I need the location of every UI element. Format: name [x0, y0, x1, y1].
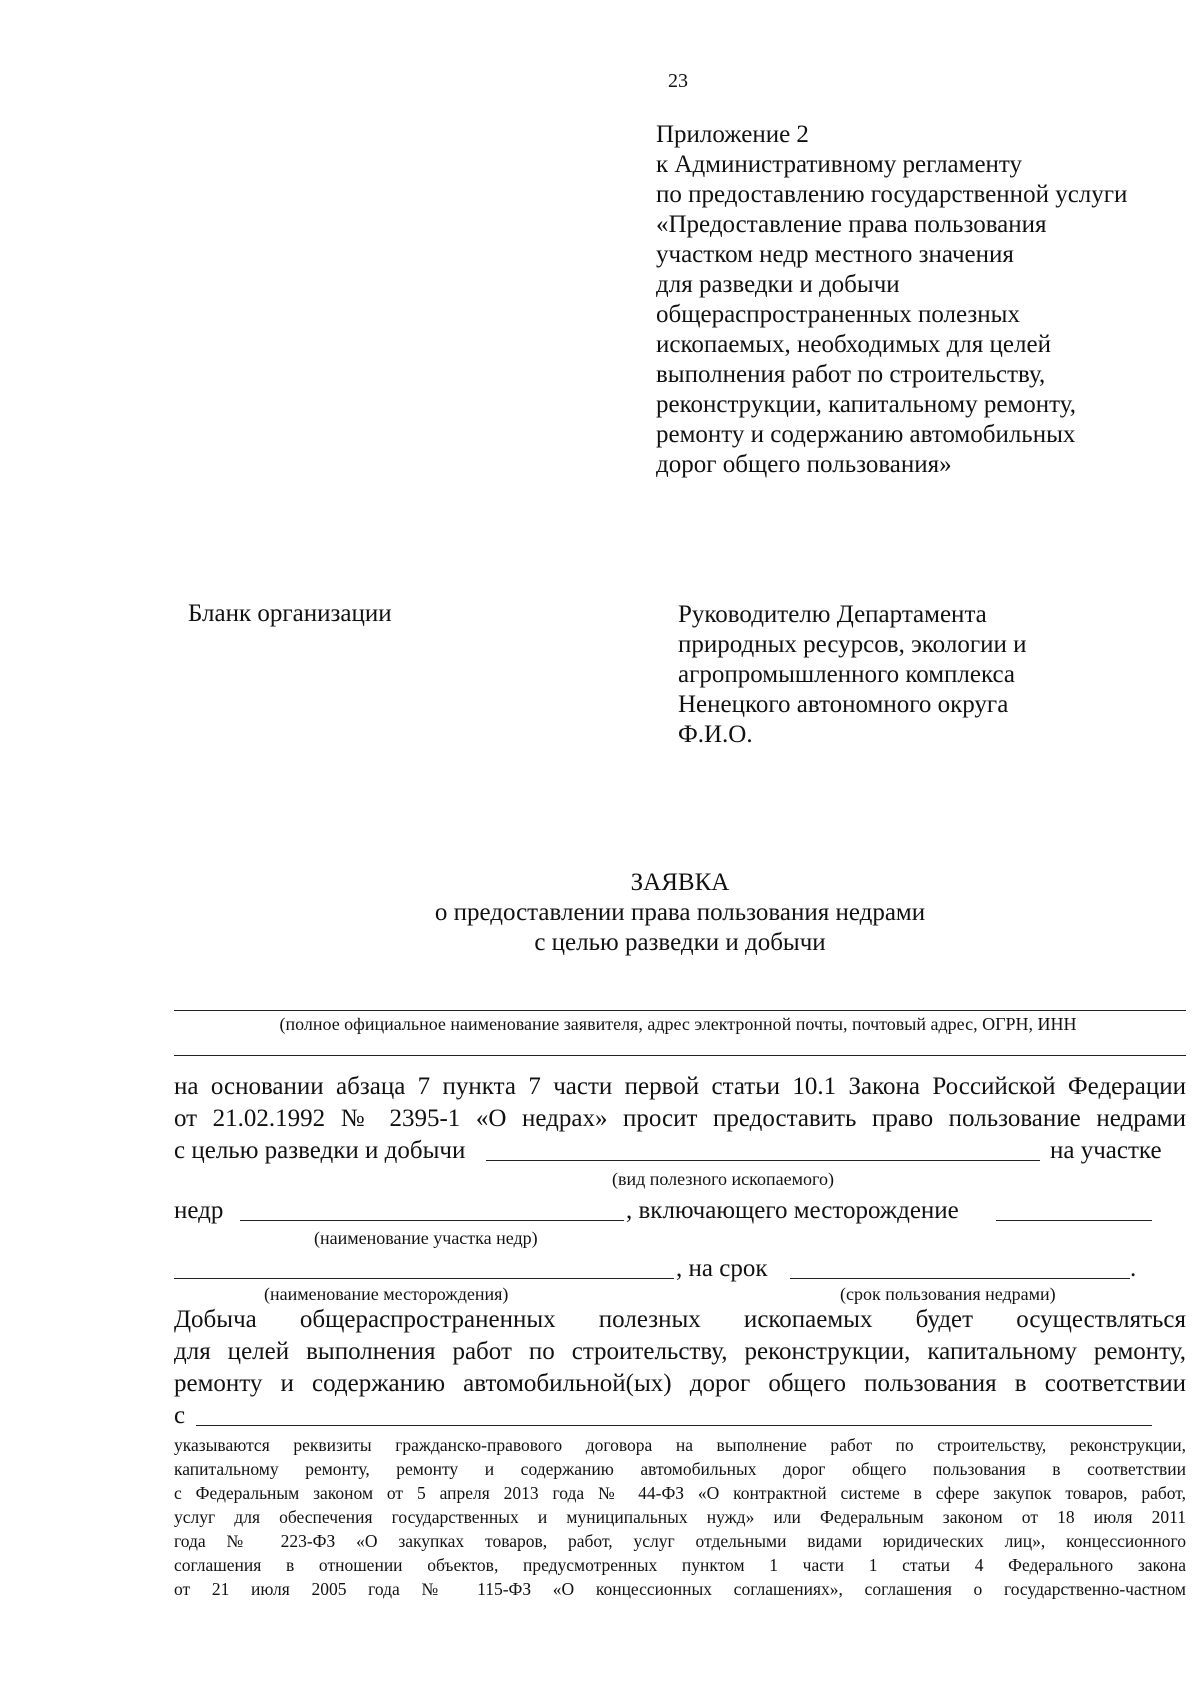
area-caption: (наименование участка недр): [314, 1228, 538, 1248]
appendix-line: по предоставлению государственной услуги: [656, 181, 1128, 208]
body-line-area-mid: , включающего месторождение: [626, 1197, 959, 1224]
appendix-line: дорог общего пользования»: [656, 451, 952, 478]
deposit-name-fill-line: [174, 1278, 674, 1279]
organization-blank-label: Бланк организации: [188, 600, 392, 627]
recipient-line: агропромышленного комплекса: [678, 661, 1016, 688]
body-line-term-mid: , на срок: [676, 1255, 768, 1282]
page-number: 23: [668, 70, 688, 92]
recipient-line: Ненецкого автономного округа: [678, 691, 1009, 718]
mineral-caption: (вид полезного ископаемого): [612, 1169, 834, 1189]
applicant-caption: (полное официальное наименование заявителя, адрес электронной почты, почтовый адрес, ОГРН, ИНН: [279, 1014, 1077, 1034]
recipient-block: [678, 600, 1178, 750]
body-line-mineral-start: с целью разведки и добычи: [174, 1137, 466, 1164]
title-line: о предоставлении права пользования недрами: [434, 899, 926, 926]
appendix-line: для разведки и добычи: [656, 271, 900, 298]
area-fill-line: [240, 1220, 624, 1221]
appendix-line: Приложение 2: [656, 121, 809, 148]
body-paragraph-line: ремонту и содержанию автомобильной(ых) дорог общего пользования в соответствии: [174, 1370, 1186, 1397]
body-paragraph-line: Добыча общераспространенных полезных ископаемых будет осуществляться: [174, 1306, 1186, 1333]
recipient-line: природных ресурсов, экологии и: [678, 631, 1027, 658]
recipient-line: Руководителю Департамента: [678, 601, 987, 628]
appendix-line: ископаемых, необходимых для целей: [656, 331, 1051, 358]
note-line: соглашения в отношении объектов, предусмотренных пунктом 1 части 1 статьи 4 Федерального закона: [174, 1555, 1186, 1575]
title-main: ЗАЯВКА: [630, 869, 730, 896]
body-paragraph-start: с: [174, 1402, 186, 1429]
title-line: с целью разведки и добычи: [534, 929, 826, 956]
mineral-fill-line: [486, 1160, 1040, 1161]
deposit-fill-line: [996, 1220, 1152, 1221]
applicant-fill-line: [174, 1010, 1186, 1011]
appendix-line: «Предоставление права пользования: [656, 211, 1047, 238]
appendix-line: к Административному регламенту: [656, 151, 1023, 178]
appendix-line: реконструкции, капитальному ремонту,: [656, 391, 1076, 418]
term-fill-line: [790, 1278, 1130, 1279]
body-line-term-end: .: [1130, 1255, 1137, 1282]
body-line-area-start: недр: [174, 1197, 224, 1224]
note-line: года № 223-ФЗ «О закупках товаров, работ, услуг отдельными видами юридических лиц», концессионного: [174, 1531, 1186, 1551]
document-title: [300, 868, 1060, 958]
appendix-line: участком недр местного значения: [656, 241, 1014, 268]
note-line: с Федеральным законом от 5 апреля 2013 года № 44-ФЗ «О контрактной системе в сфере закупок товаров, работ,: [174, 1483, 1186, 1503]
applicant-fill-line-2: [174, 1055, 1186, 1056]
note-line: от 21 июля 2005 года № 115-ФЗ «О концессионных соглашениях», соглашения о государственно-частном: [174, 1579, 1186, 1599]
appendix-line: ремонту и содержанию автомобильных: [656, 421, 1076, 448]
note-line: указываются реквизиты гражданско-правового договора на выполнение работ по строительству, реконструкции,: [174, 1435, 1186, 1455]
note-line: услуг для обеспечения государственных и муниципальных нужд» или Федеральным законом от 18 июля 2011: [174, 1507, 1186, 1527]
body-line: от 21.02.1992 № 2395-1 «О недрах» просит предоставить право пользование недрами: [174, 1105, 1186, 1132]
recipient-line: Ф.И.О.: [678, 721, 753, 748]
contract-fill-line: [196, 1425, 1152, 1426]
note-line: капитальному ремонту, ремонту и содержанию автомобильных дорог общего пользования в соответствии: [174, 1459, 1186, 1479]
term-caption: (срок пользования недрами): [840, 1284, 1056, 1304]
appendix-line: выполнения работ по строительству,: [656, 361, 1046, 388]
body-line: на основании абзаца 7 пункта 7 части первой статьи 10.1 Закона Российской Федерации: [174, 1073, 1186, 1100]
body-line-mineral-end: на участке: [1050, 1137, 1162, 1164]
body-paragraph-line: для целей выполнения работ по строительству, реконструкции, капитальному ремонту,: [174, 1338, 1186, 1365]
appendix-header: [656, 120, 1186, 480]
appendix-line: общераспространенных полезных: [656, 301, 1020, 328]
deposit-caption: (наименование месторождения): [264, 1284, 509, 1304]
